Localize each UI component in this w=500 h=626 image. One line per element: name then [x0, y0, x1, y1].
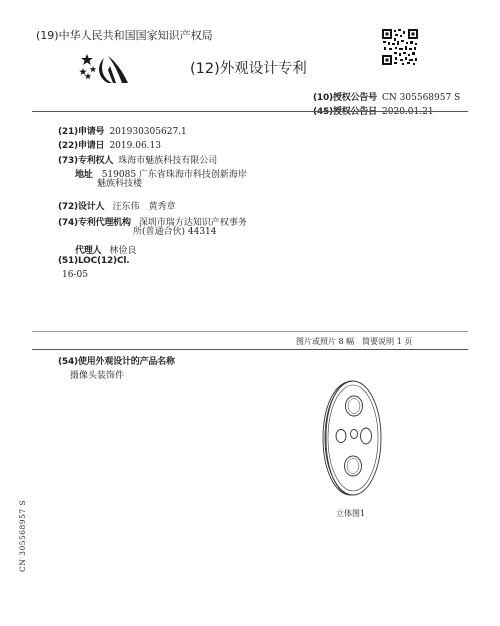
address-label: 地址	[75, 170, 93, 180]
document-type-title: (12)外观设计专利	[190, 61, 307, 77]
publication-date-row	[313, 99, 434, 118]
issuing-office: (19)中华人民共和国国家知识产权局	[36, 29, 213, 42]
product-name: 摄像头装饰件	[70, 371, 125, 381]
agency-label: (74)专利代理机构	[58, 218, 131, 228]
product-name-label: (54)使用外观设计的产品名称	[58, 357, 175, 367]
address-line-1: 519085 广东省珠海市科技创新海岸	[101, 170, 247, 180]
agency-line-1: 深圳市瑞方达知识产权事务	[138, 218, 247, 228]
designers: 汪东伟 黄秀章	[112, 202, 176, 212]
application-number: 201930305627.1	[109, 127, 187, 137]
summary-bottom-divider	[32, 349, 468, 350]
agent: 林俭良	[109, 246, 137, 256]
filing-date-label: (22)申请日	[58, 141, 105, 151]
image-and-description-counts: 图片或照片 8 幅 简要说明 1 页	[296, 337, 413, 346]
loc-classification-label: (51)LOC(12)Cl.	[58, 256, 130, 266]
side-publication-number: CN 305568957 S	[18, 499, 27, 572]
qr-code-icon	[382, 29, 418, 65]
address-line-2: 魅族科技楼	[97, 179, 143, 189]
product-perspective-drawing	[318, 378, 384, 500]
patentee-label: (73)专利权人	[58, 156, 114, 166]
publication-number-label: (10)授权公告号	[313, 93, 377, 103]
filing-date: 2019.06.13	[109, 141, 161, 151]
loc-classification-value: 16-05	[62, 270, 88, 280]
summary-top-divider	[32, 331, 468, 332]
publication-date-label: (45)授权公告日	[313, 107, 377, 117]
application-number-label: (21)申请号	[58, 127, 105, 137]
header-divider	[32, 111, 468, 112]
agent-row	[75, 238, 137, 257]
agency-line-2: 所(普通合伙) 44314	[133, 227, 217, 237]
agent-label: 代理人	[75, 246, 102, 256]
publication-number: CN 305568957 S	[382, 93, 461, 103]
publication-date: 2020.01.21	[382, 107, 434, 117]
figure-caption: 立体图1	[336, 509, 366, 518]
patentee: 珠海市魅族科技有限公司	[118, 156, 218, 166]
designer-label: (72)设计人	[58, 202, 105, 212]
cnipa-logo-icon	[78, 52, 130, 86]
